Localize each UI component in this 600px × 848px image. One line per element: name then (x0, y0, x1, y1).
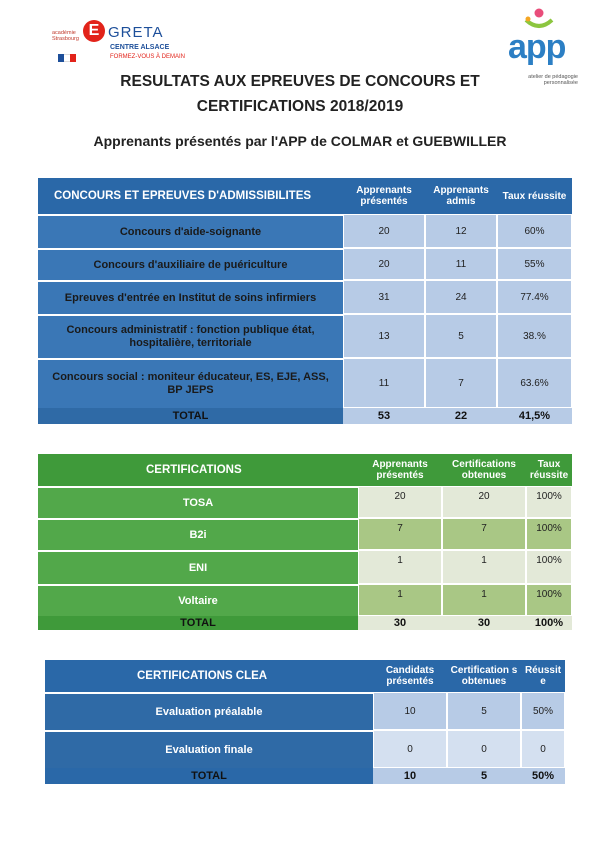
table-row-label: Concours d'auxiliaire de puériculture (38, 248, 343, 280)
table-row-label: Concours d'aide-soignante (38, 214, 343, 248)
table-cell-admitted: 5 (425, 314, 497, 358)
table-cell-rate: 77.4% (497, 280, 572, 314)
table-total-admitted: 22 (425, 408, 497, 424)
french-flag-icon (58, 54, 76, 62)
app-wordmark: app (508, 28, 566, 66)
table-cell-presented: 20 (343, 214, 425, 248)
table-concours (38, 178, 572, 424)
table-cell-obtained: 0 (447, 730, 521, 768)
table-cell-presented: 20 (343, 248, 425, 280)
table-cell-presented: 11 (343, 358, 425, 408)
table-clea (45, 660, 565, 784)
table-cell-presented: 20 (358, 486, 442, 518)
table-cell-presented: 1 (358, 550, 442, 584)
table-clea-header-presented: Candidats présentés (373, 660, 447, 692)
table-concours-header-rate: Taux réussite (497, 178, 572, 214)
table-row-label: ENI (38, 550, 358, 584)
table-cell-admitted: 12 (425, 214, 497, 248)
table-certifications-header-rate: Taux réussite (526, 454, 572, 486)
table-cell-admitted: 11 (425, 248, 497, 280)
table-cell-rate: 100% (526, 584, 572, 616)
table-concours-header-presented: Apprenants présentés (343, 178, 425, 214)
table-certifications-header-obtained: Certifications obtenues (442, 454, 526, 486)
table-row-label: B2i (38, 518, 358, 550)
table-cell-obtained: 20 (442, 486, 526, 518)
page-title-line2: CERTIFICATIONS 2018/2019 (196, 98, 404, 115)
table-total-rate: 50% (521, 768, 565, 784)
page-title-line1: RESULTATS AUX EPREUVES DE CONCOURS ET (120, 73, 480, 90)
page-subtitle: Apprenants présentés par l'APP de COLMAR et GUEBWILLER (93, 133, 507, 149)
greta-logo (48, 14, 193, 69)
table-cell-presented: 10 (373, 692, 447, 730)
table-cell-presented: 1 (358, 584, 442, 616)
table-certifications (38, 454, 572, 630)
table-total-obtained: 30 (442, 616, 526, 630)
table-cell-presented: 31 (343, 280, 425, 314)
academy-label: académie Strasbourg (52, 30, 79, 42)
table-concours-header-admitted: Apprenants admis (425, 178, 497, 214)
table-cell-rate: 0 (521, 730, 565, 768)
greta-e-icon: E (83, 20, 105, 42)
table-cell-rate: 38.% (497, 314, 572, 358)
table-total-rate: 100% (526, 616, 572, 630)
table-cell-rate: 63.6% (497, 358, 572, 408)
table-cell-obtained: 7 (442, 518, 526, 550)
table-cell-obtained: 1 (442, 550, 526, 584)
greta-name: GRETA (108, 24, 164, 41)
table-cell-obtained: 1 (442, 584, 526, 616)
greta-region: CENTRE ALSACE (110, 44, 170, 51)
table-cell-rate: 55% (497, 248, 572, 280)
table-total-label: TOTAL (38, 616, 358, 630)
table-row-label: Concours administratif : fonction publique état, hospitalière, territoriale (38, 314, 343, 358)
table-cell-presented: 0 (373, 730, 447, 768)
table-cell-rate: 60% (497, 214, 572, 248)
table-cell-rate: 100% (526, 518, 572, 550)
table-cell-presented: 7 (358, 518, 442, 550)
greta-slogan: FORMEZ-VOUS À DEMAIN (110, 54, 186, 60)
table-row-label: Voltaire (38, 584, 358, 616)
table-certifications-header-presented: Apprenants présentés (358, 454, 442, 486)
table-concours-header-label: CONCOURS ET EPREUVES D'ADMISSIBILITES (38, 178, 343, 214)
table-row-label: TOSA (38, 486, 358, 518)
app-tagline: atelier de pédagogie personnalisée (528, 74, 578, 86)
table-row-label: Concours social : moniteur éducateur, ES, EJE, ASS, BP JEPS (38, 358, 343, 408)
table-cell-rate: 100% (526, 486, 572, 518)
table-cell-admitted: 7 (425, 358, 497, 408)
table-row-label: Evaluation préalable (45, 692, 373, 730)
table-clea-header-obtained: Certification s obtenues (447, 660, 521, 692)
table-total-label: TOTAL (38, 408, 343, 424)
app-figure-icon (522, 8, 556, 30)
table-total-presented: 10 (373, 768, 447, 784)
table-clea-header-rate: Réussit e (521, 660, 565, 692)
table-row-label: Evaluation finale (45, 730, 373, 768)
table-clea-header-label: CERTIFICATIONS CLEA (45, 660, 373, 692)
table-total-presented: 30 (358, 616, 442, 630)
table-cell-rate: 100% (526, 550, 572, 584)
table-cell-presented: 13 (343, 314, 425, 358)
table-row-label: Epreuves d'entrée en Institut de soins infirmiers (38, 280, 343, 314)
table-total-obtained: 5 (447, 768, 521, 784)
table-cell-obtained: 5 (447, 692, 521, 730)
table-cell-admitted: 24 (425, 280, 497, 314)
table-total-presented: 53 (343, 408, 425, 424)
table-cell-rate: 50% (521, 692, 565, 730)
table-total-rate: 41,5% (497, 408, 572, 424)
table-total-label: TOTAL (45, 768, 373, 784)
table-certifications-header-label: CERTIFICATIONS (38, 454, 358, 486)
